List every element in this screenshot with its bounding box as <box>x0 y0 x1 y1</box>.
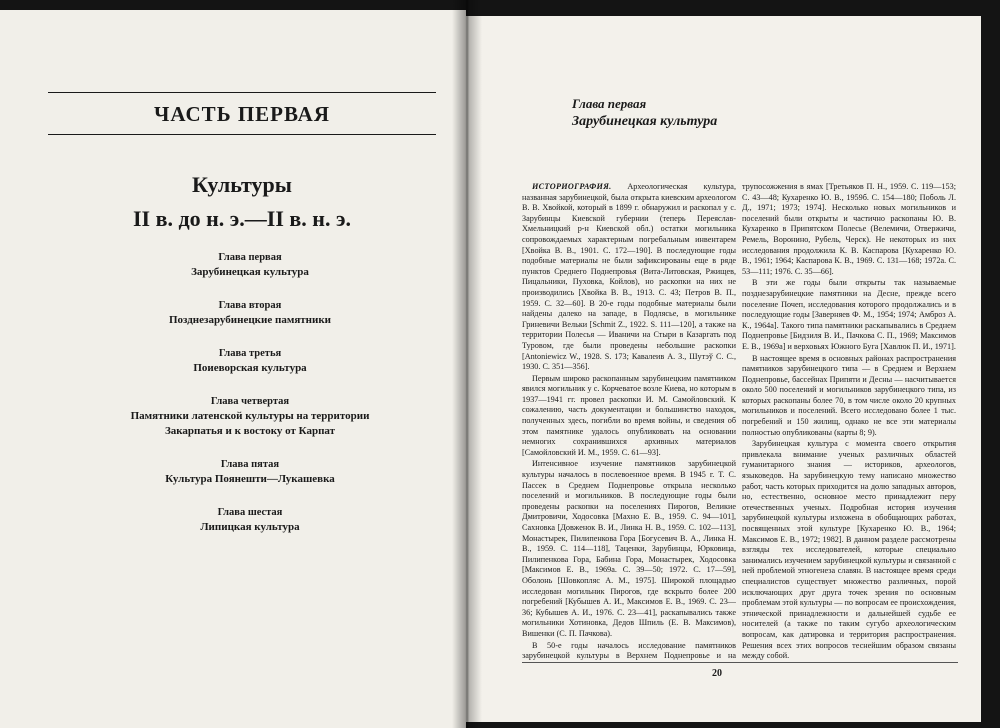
toc-name: Зарубинецкая культура <box>191 266 309 278</box>
historiography-heading: ИСТОРИОГРАФИЯ. <box>532 182 612 191</box>
toc-entry-4 <box>130 394 370 439</box>
toc-entry-5 <box>130 457 370 487</box>
text-column-right <box>742 182 956 662</box>
paragraph: Первым широко раскопанным зарубинецким памятником явился могильник у с. Корчеватое возле Киева, но которым в 1937—1941 гг. провел раскопки И. М. Самойловский. К сожалению, часть документации и большинство находок, полученных здесь, погибли во время войны, и сведения об этом памятнике удалось опубликовать на основании немногих сохранившихся архивных материалов [Самойловский И. М., 1959. С. 61—93]. <box>522 373 736 457</box>
cultures-title-line1: Культуры <box>192 172 292 197</box>
toc-chapter: Глава четвертая <box>210 396 290 407</box>
right-page <box>466 16 981 722</box>
toc-chapter: Глава шестая <box>217 507 283 518</box>
toc-chapter: Глава вторая <box>218 300 282 311</box>
toc-name: Липицкая культура <box>200 521 300 533</box>
paragraph-text: Археологическая культура, названная зарубинецкой, была открыта киевским археологом В. В. Хвойкой, который в 1899 г. обнаружил и раскопал у с. Зарубинцы Киевской губернии (теперь Переяслав-Хмельницкий р-н Киевской обл.) остатки могильника сопровождаемых характерным погребальным инвентарем [Хвойка В. В., 1901. С. 172—190]. В последующие годы подобные материалы не были зафиксированы еще в ряде пунктов Среднего Поднепровья (Вита-Литовская, Ржищев, Пицальники, Пуховка, Койлов), но раскопки на них не производились [Хвойка В. В., 1913. С. 43; Петров В. П., 1959. С. 32—60]. В 20-е годы подобные материалы были найдены далеко на западе, в Подлясье, в могильнике Гриневичи Вельки [Schmit Z., 1922. S. 111—120], а также на территории Полесья — Иваничи на Стыри в Казаргать под Туровом, где были проведены небольшие раскопки [Antoniewicz W., 1928. S. 173; Кавалеив А. З., Шутэў С. С., 1930. С. 351—356]. <box>522 182 736 372</box>
paragraph: В эти же годы были открыты так называемые позднезарубинецкие памятники на Десне, прежде всего поселение Почеп, исследования которого продолжались и в последующие годы [Заверняев Ф. М., 1954; 1974; Амброз А. К., 1964а]. Такого типа памятники раскапывались в Среднем Поднепровье [Бидзиля В. И., Пачкова С. П., 1969; Максимов Е. В., 1969а] и верховьях Южного Буга [Хавлюк П. И., 1971]. <box>742 278 956 351</box>
toc-entry-3 <box>130 346 370 376</box>
page-number: 20 <box>712 668 722 679</box>
part-title: ЧАСТЬ ПЕРВАЯ <box>153 102 331 126</box>
paragraph: трупосожжения в ямах [Третьяков П. Н., 1959. С. 119—153; С. 43—48; Кухаренко Ю. В., 1959б. С. 154—180; Поболь Л. Д., 1971; 1973; 1974]. Несколько новых могильников и поселений были открыты и частично раскопаны Ю. В. Кухаренко в Припятском Полесье (Велемичи, Отвержичи, Ремель, Воронино, Рубель, Черск). Не некоторых из них исследования продолжила К. В. Каспарова [Кухаренко Ю. В., 1961; 1964; Каспарова К. В., 1969. С. 131—168; 1972а. С. 53—111; 1976. С. 35—66]. <box>742 182 956 276</box>
toc-name: Культура Поянешти—Лукашевка <box>165 473 335 485</box>
paragraph: В настоящее время в основных районах распространения памятников зарубинецкого типа — в Среднем и Верхнем Поднепровье, бассейнах Припяти и Десны — насчитывается около 500 поселений и могильников зарубинецкого типа, из которых раскопаны более 70, в том числе около 20 крупных могильников и поселений. Всего исследовано более 1 тыс. погребений и 150 жилищ, однако не все эти материалы полностью опубликованы (карты 8; 9). <box>742 353 956 437</box>
toc-chapter: Глава пятая <box>220 459 280 470</box>
footer-rule <box>522 662 958 663</box>
paragraph: В 50-е годы началось исследование памятников зарубинецкой культуры в Верхнем Поднепровье и на <box>522 640 736 661</box>
toc-chapter: Глава первая <box>218 252 282 263</box>
table-of-contents <box>130 250 370 553</box>
toc-entry-2 <box>130 298 370 328</box>
toc-entry-1 <box>130 250 370 280</box>
toc-chapter: Глава третья <box>218 348 282 359</box>
bottom-rule <box>48 134 436 135</box>
cultures-title <box>48 168 436 236</box>
left-page <box>0 10 466 728</box>
chapter-label: Глава первая <box>572 96 647 111</box>
paragraph: Интенсивное изучение памятников зарубинецкой культуры началось в послевоенное время. В 1945 г. Т. С. Пассек в Среднем Поднепровье открыла несколько поселений и могильников. В последующие годы были проведены раскопки на поселениях Пирогов, Великие Дмитровичи, Ходосовка [Махно Е. В., 1959. С. 94—101], Сахновка [Довженок В. И., Линка Н. В., 1959. С. 102—113], Монастырек, Пилипенкова Гора [Богусевич В. А., Линка Н. В., 1959. С. 114—118], Таценки, Зарубинцы, Юрковица, Пилипенкова Гора, Бабина Гора, Монастырек, Ходосовка [Максимов Е. В., 1969а. С. 39—50; 1972. С. 17—59], Оболонь [Шовкопляс А. М., 1975]. Широкой площадью исследован могильник Пирогов, где вскрыто более 200 погребений [Кубышев А. И., Максимов Е. В., 1969. С. 23—36; Кубышев А. И., 1976. С. 23—41], раскапывались также могильники Хотиновка, Дедов Шпиль (Е. В. Максимов), Вишенки (С. П. Пачкова). <box>522 459 736 638</box>
paragraph: Зарубинецкая культура с момента своего открытия привлекала внимание ученых различных областей гуманитарного знания — историков, археологов, языковедов. На зарубинецкую тему написано множество работ, часть которых приходится на долю западных авторов, но, естественно, основное место принадлежит перу отечественных ученых. Подробная история изучения зарубинецкой культуры изложена в обобщающих работах, посвященных этой культуре [Кухаренко Ю. В., 1964; Максимов Е. В., 1972; 1982]. В данном разделе рассмотрены взгляды тех исследователей, которые специально занимались изучением зарубинецкой культуры и связанной с ней проблемой этногенеза славян. В настоящее время среди специалистов существует множество различных, порой исключающих друг друга точек зрения по основным проблемам этой культуры — по вопросам ее происхождения, этнической принадлежности и дальнейшей судьбе ее носителей (а также по таким сугубо археологическим вопросам, как датировка и территория распространения. Решения всех этих вопросов теснейшим образом связаны между собой. <box>742 439 956 661</box>
top-rule <box>48 92 436 93</box>
toc-name: Позднезарубинецкие памятники <box>168 314 332 326</box>
chapter-title: Зарубинецкая культура <box>572 114 718 129</box>
toc-name: Поиеворская культура <box>193 362 307 374</box>
text-column-left <box>522 182 736 662</box>
toc-entry-6 <box>130 505 370 535</box>
paragraph <box>522 182 736 373</box>
toc-name: Памятники латенской культуры на территории Закарпатья и к востоку от Карпат <box>130 410 370 437</box>
cultures-title-line2: II в. до н. э.—II в. н. э. <box>132 206 351 231</box>
